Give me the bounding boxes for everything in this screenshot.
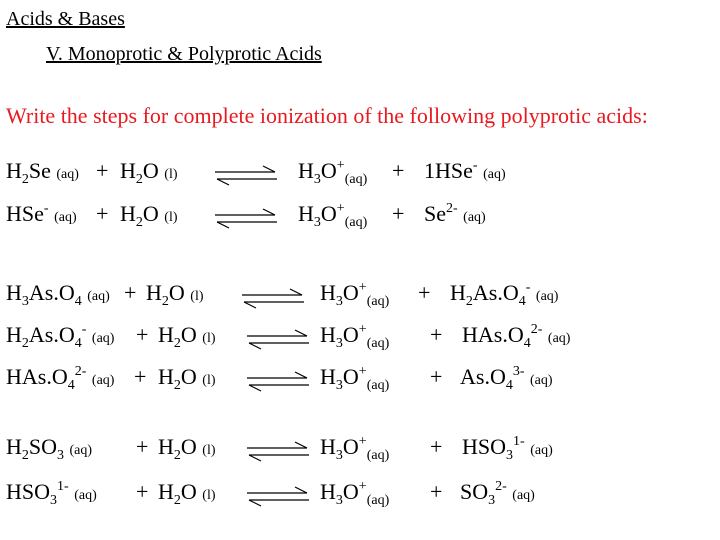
eq6-plus2: + bbox=[430, 434, 443, 459]
eq3-plus2: + bbox=[418, 280, 431, 305]
eq3-hydronium: $H_3O^+_{(aq)}$ bbox=[320, 280, 390, 309]
eq2-hydronium: $H_3O^+_{(aq)}$ bbox=[298, 201, 368, 230]
eq7-product: $SO_3^{2-}$ (aq) bbox=[460, 479, 535, 508]
eq2-product: $Se^{2-}$ (aq) bbox=[424, 201, 486, 226]
eq7-hydronium: $H_3O^+_{(aq)}$ bbox=[320, 479, 390, 508]
eq5-hydronium: $H_3O^+_{(aq)}$ bbox=[320, 364, 390, 393]
equilibrium-arrow-icon bbox=[245, 440, 311, 462]
eq6-hydronium: $H_3O^+_{(aq)}$ bbox=[320, 434, 390, 463]
eq2-water: $H_2O$ (l) bbox=[120, 201, 178, 230]
eq6-plus: + bbox=[136, 434, 149, 459]
equilibrium-arrow-icon bbox=[213, 207, 279, 229]
eq2-reactant: HSe- (aq) bbox=[6, 201, 77, 226]
eq3-reactant: $H_3As.O_4$ (aq) bbox=[6, 280, 110, 309]
eq5-plus2: + bbox=[430, 364, 443, 389]
eq4-water: $H_2O$ (l) bbox=[158, 322, 216, 351]
eq3-product: $H_2As.O_4^-$ (aq) bbox=[450, 280, 559, 309]
eq1-hydronium: $H_3O^+_{(aq)}$ bbox=[298, 158, 368, 187]
eq4-plus: + bbox=[136, 322, 149, 347]
eq6-product: $HSO_3^{1-}$ (aq) bbox=[462, 434, 553, 463]
eq2-plus: + bbox=[96, 201, 109, 226]
eq5-water: $H_2O$ (l) bbox=[158, 364, 216, 393]
eq3-water: $H_2O$ (l) bbox=[146, 280, 204, 309]
eq5-plus: + bbox=[134, 364, 147, 389]
eq7-plus2: + bbox=[430, 479, 443, 504]
equilibrium-arrow-icon bbox=[245, 485, 311, 507]
eq1-product: 1HSe- (aq) bbox=[424, 158, 506, 183]
eq1-reactant: $H_2Se$ (aq) bbox=[6, 158, 79, 187]
eq4-product: $HAs.O_4^{2-}$ (aq) bbox=[462, 322, 571, 351]
eq6-water: $H_2O$ (l) bbox=[158, 434, 216, 463]
eq6-reactant: $H_2SO_3$ (aq) bbox=[6, 434, 93, 463]
eq5-product: $As.O_4^{3-}$ (aq) bbox=[460, 364, 553, 393]
equilibrium-arrow-icon bbox=[213, 164, 279, 186]
eq4-reactant: $H_2As.O_4^-$ (aq) bbox=[6, 322, 115, 351]
eq1-plus: + bbox=[96, 158, 109, 183]
eq7-water: $H_2O$ (l) bbox=[158, 479, 216, 508]
equilibrium-arrow-icon bbox=[245, 328, 311, 350]
eq7-plus: + bbox=[136, 479, 149, 504]
eq3-plus: + bbox=[124, 280, 137, 305]
section-subtitle: V. Monoprotic & Polyprotic Acids bbox=[46, 43, 322, 65]
eq1-plus2: + bbox=[392, 158, 405, 183]
instruction-text: Write the steps for complete ionization of the following polyprotic acids: bbox=[6, 103, 648, 128]
eq5-reactant: $HAs.O_4^{2-}$ (aq) bbox=[6, 364, 115, 393]
eq4-plus2: + bbox=[430, 322, 443, 347]
section-title: Acids & Bases bbox=[6, 8, 125, 30]
equilibrium-arrow-icon bbox=[245, 370, 311, 392]
equilibrium-arrow-icon bbox=[240, 287, 306, 309]
eq2-plus2: + bbox=[392, 201, 405, 226]
eq7-reactant: $HSO_3^{1-}$ (aq) bbox=[6, 479, 97, 508]
eq1-water: $H_2O$ (l) bbox=[120, 158, 178, 187]
eq4-hydronium: $H_3O^+_{(aq)}$ bbox=[320, 322, 390, 351]
